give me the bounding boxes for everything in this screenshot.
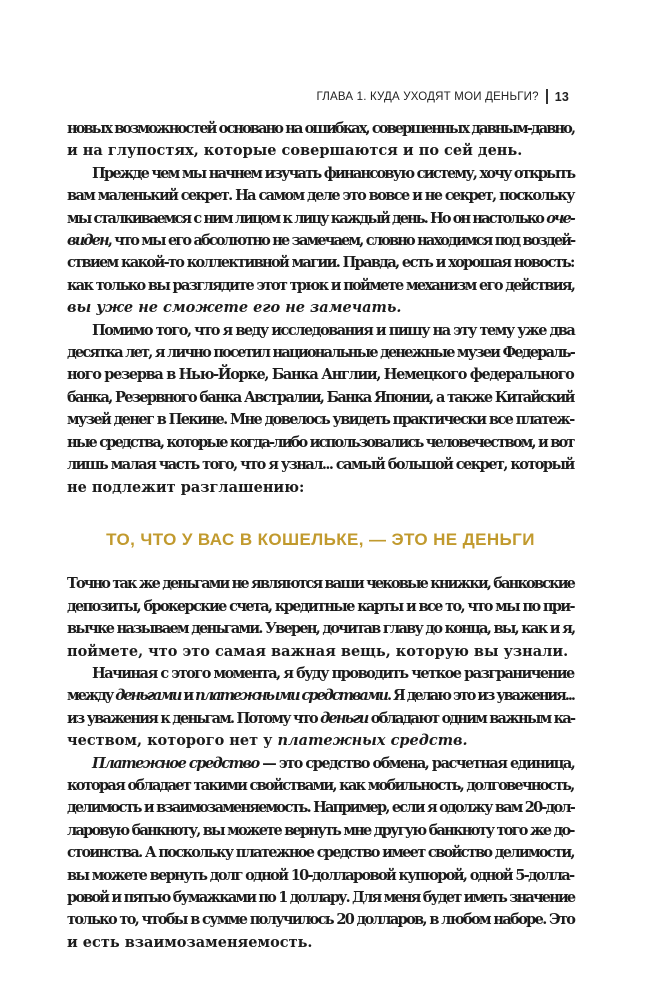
header-separator [546,89,548,104]
emphasis-line: вы уже не сможете его не замечать. [67,299,402,317]
text-line: Начиная с этого момента, я буду проводить четкое разграничение [92,664,574,682]
text-line: ровой и пятью бумажками по 1 доллару. Для меня будет иметь значение [67,889,575,906]
text-run: чеством, которого нет у [67,732,278,750]
text-line: Помимо того, что я веду исследования и пишу на эту тему уже два [92,321,575,339]
text-line: вам маленький секрет. На самом деле это вовсе и не секрет, поскольку [67,187,574,205]
text-run: из уважения к деньгам. Потому что [67,709,321,727]
text-line: новых возможностей основано на ошибках, совершенных давным-давно, [67,120,575,137]
text-line: стоинства. А поскольку платежное средство имеет свойство делимости, [67,844,574,862]
text-line: Точно так же деньгами не являются ваши чековые книжки, банковские [67,575,574,593]
text-line: которая обладает такими свойствами, как мобильность, долговечность, [67,776,574,794]
italic-run: деньги [320,709,368,727]
text-run: мы сталкиваемся с ним лицом к лицу каждый день. Но он настолько [67,209,544,227]
text-run: , что мы его абсолютно не замечаем, словно находимся под воздей- [107,232,575,250]
text-run: обладают одним важным ка- [367,709,575,727]
text-run: и [180,687,196,705]
italic-run: оче- [546,209,574,227]
text-line: музей денег в Пекине. Мне довелось увидеть практически все платеж- [67,411,574,429]
text-run: . Я делаю это из уважения... [386,687,574,705]
text-line [67,230,574,252]
text-line [67,685,574,707]
text-line: ного резерва в Нью-Йорке, Банка Англии, Немецкого федерального [67,366,574,384]
text-line: ствием какой-то коллективной магии. Правда, есть и хорошая новость: [67,254,574,272]
page-body [67,118,574,954]
text-line: только то, чтобы в сумме получилось 20 долларов, в любом наборе. Это [67,911,575,929]
text-line [67,753,574,775]
italic-run: деньгами [115,687,181,705]
text-line: не подлежит разглашению: [67,478,305,496]
text-line: ларовую банкноту, вы можете вернуть мне другую банкноту того же до- [67,821,574,839]
chapter-title: ГЛАВА 1. КУДА УХОДЯТ МОИ ДЕНЬГИ? [316,90,539,103]
text-line: банка, Резервного банка Австралии, Банка Японии, а также Китайский [67,388,574,406]
text-line: делимость и взаимозаменяемость. Например, если я одолжу вам 20-дол- [67,799,575,817]
running-header [316,89,569,104]
text-run: между [67,687,116,705]
italic-run: платежных средств. [277,732,468,750]
italic-run: платежными средствами [195,687,387,705]
text-line: ные средства, которые когда-либо использовались человечеством, и вот [67,433,574,451]
text-line [67,708,574,730]
text-line: вы можете вернуть долг одной 10-долларовой купюрой, одной 5-долла- [67,866,574,884]
text-line [67,730,574,752]
text-line: как только вы разглядите этот трюк и поймете механизм его действия, [67,276,575,294]
italic-run: виден [67,232,108,250]
section-heading: ТО, ЧТО У ВАС В КОШЕЛЬКЕ, — ЭТО НЕ ДЕНЬГИ [106,529,535,549]
text-line: и на глупостях, которые совершаются и по сей день. [67,142,523,160]
italic-run: Платежное средство [92,754,259,772]
text-line: лишь малая часть того, что я узнал... самый большой секрет, который [67,456,574,474]
text-line: Прежде чем мы начнем изучать финансовую систему, хочу открыть [92,164,575,182]
text-line: депозиты, брокерские счета, кредитные карты и все то, что мы по при- [67,597,574,615]
text-line: и есть взаимозаменяемость. [67,933,313,951]
text-line: поймете, что это самая важная вещь, которую вы узнали. [67,642,569,660]
text-line: десятка лет, я лично посетил национальные денежные музеи Федераль- [67,344,574,362]
text-run: — это средство обмена, расчетная единица, [258,754,575,772]
page-number: 13 [554,89,569,104]
text-line: вычке называем деньгами. Уверен, дочитав главу до конца, вы, как и я, [67,620,575,638]
text-line [67,208,574,230]
